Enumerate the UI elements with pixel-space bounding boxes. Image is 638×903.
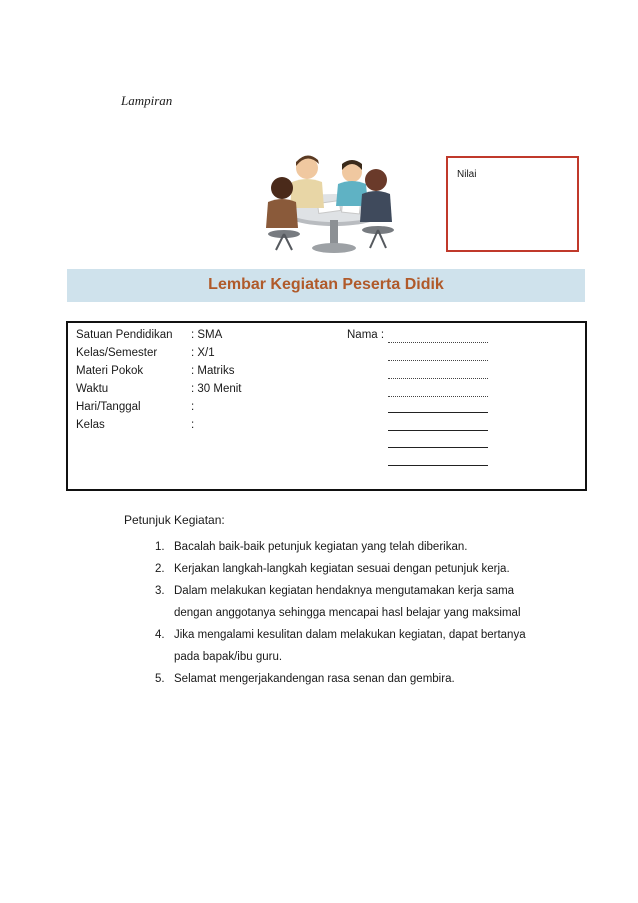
info-value: : Matriks [191,365,235,377]
info-value: : 30 Menit [191,383,242,395]
info-label: Satuan Pendidikan [76,329,173,341]
group-discussion-illustration [262,150,402,258]
score-box[interactable] [446,156,579,252]
name-blank-line[interactable] [388,360,488,361]
instructions-heading: Petunjuk Kegiatan: [124,513,225,527]
instruction-item: 1. Bacalah baik-baik petunjuk kegiatan yang telah diberikan. [155,541,468,553]
instruction-item: 5. Selamat mengerjakandengan rasa senan dan gembira. [155,673,455,685]
name-blank-line[interactable] [388,447,488,448]
instructions-list [151,536,551,690]
instruction-item: 4. Jika mengalami kesulitan dalam melakukan kegiatan, dapat bertanya pada bapak/ibu guru. [155,629,526,663]
name-blank-line[interactable] [388,396,488,397]
info-value: : [191,401,195,413]
info-value: : X/1 [191,347,215,359]
title-banner [67,269,585,302]
score-label: Nilai [457,169,477,180]
name-blank-line[interactable] [388,430,488,431]
info-label: Kelas/Semester [76,347,158,359]
name-blank-line[interactable] [388,412,488,413]
info-label: Hari/Tanggal [76,401,141,413]
instruction-item: 2. Kerjakan langkah-langkah kegiatan sesuai dengan petunjuk kerja. [155,563,510,575]
worksheet-title: Lembar Kegiatan Peserta Didik [208,276,444,293]
info-label: Materi Pokok [76,365,144,377]
info-label: Waktu [76,383,109,395]
name-blank-line[interactable] [388,378,488,379]
name-label: Nama : [347,329,385,341]
name-blank-line[interactable] [388,465,488,466]
instruction-item: 3. Dalam melakukan kegiatan hendaknya mengutamakan kerja sama dengan anggotanya sehingga mencapai hasl belajar yang maksimal [155,585,521,619]
name-blank-line[interactable] [388,342,488,343]
attachment-label: Lampiran [121,93,173,108]
info-label: Kelas [76,419,105,431]
student-info-box [66,321,587,491]
info-value: : SMA [191,329,223,341]
info-value: : [191,419,195,431]
